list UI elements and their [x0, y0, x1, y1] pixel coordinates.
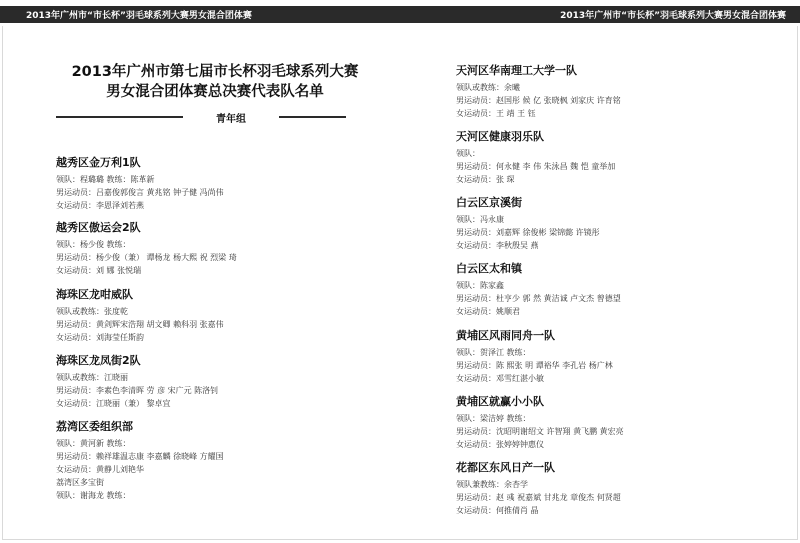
team-line: 领队：谢海龙 教练： [56, 491, 131, 500]
page-border-bottom [2, 539, 798, 540]
team-line: 领队或教练：张度乾 [56, 307, 128, 316]
page-border-left [2, 26, 3, 540]
team-line: 领队：贺泽江 教练： [456, 348, 531, 357]
team-line: 男运动员：李素色李清晖 劳 彦 宋广元 陈洛钊 [56, 386, 219, 395]
team-block [56, 418, 386, 502]
team-line: 女运动员：黄静儿刘艳华 [56, 465, 144, 474]
header-bar [0, 6, 800, 23]
team-block [56, 154, 386, 212]
team-line: 男运动员：赵国彤 候 亿 张晓枫 刘家庆 许育铭 [456, 96, 621, 105]
team-name: 海珠区龙咁威队 [56, 288, 133, 301]
team-name: 黄埔区风雨同舟一队 [456, 329, 555, 342]
team-block [456, 62, 786, 120]
team-line: 领队：冯永康 [456, 215, 504, 224]
team-block [456, 327, 786, 385]
group-divider [56, 112, 346, 125]
team-line: 领队： [456, 149, 480, 158]
team-line: 领队：梁洁婷 教练： [456, 414, 531, 423]
team-line: 男运动员：陈 熙张 明 谭裕华 李孔岩 杨广林 [456, 361, 613, 370]
team-line: 女运动员：张 琛 [456, 175, 515, 184]
team-name: 白云区太和镇 [456, 262, 522, 275]
team-block [456, 128, 786, 186]
team-name: 天河区健康羽乐队 [456, 130, 544, 143]
team-line: 领队：程璐璐 教练：陈革新 [56, 175, 155, 184]
team-line: 男运动员：刘嘉辉 徐俊彬 梁锦懿 许镜彤 [456, 228, 600, 237]
page-title-line2: 男女混合团体赛总决赛代表队名单 [106, 84, 324, 100]
team-name: 越秀区傲运会2队 [56, 221, 141, 234]
team-line: 男运动员：杜亨少 郭 然 黄洁诚 卢文杰 曾德望 [456, 294, 621, 303]
page-border-right [797, 26, 798, 540]
team-block [456, 393, 786, 451]
team-line: 男运动员：赖祥雄温志康 李嘉麟 徐晓峰 方耀国 [56, 452, 224, 461]
team-name: 越秀区金万利1队 [56, 156, 141, 169]
team-name: 天河区华南理工大学一队 [456, 64, 577, 77]
team-block [56, 286, 386, 344]
team-line: 女运动员：江晓丽（兼） 黎卓宜 [56, 399, 171, 408]
team-line: 领队：陈家鑫 [456, 281, 504, 290]
team-line: 男运动员：赵 彧 祝嘉斌 甘兆龙 章俊杰 何贤超 [456, 493, 621, 502]
team-name: 海珠区龙凤街2队 [56, 354, 141, 367]
team-line: 男运动员：何永健 李 伟 朱泳昌 魏 恺 童举加 [456, 162, 616, 171]
team-line: 女运动员：李恩泽刘若燕 [56, 201, 144, 210]
team-name: 荔湾区委组织部 [56, 420, 133, 433]
team-line: 女运动员：姚顺君 [456, 307, 520, 316]
team-line: 领队或教练：余曦 [456, 83, 520, 92]
team-line: 领队兼教练：余杏学 [456, 480, 528, 489]
header-right-text: 2013年广州市“市长杯”羽毛球系列大赛男女混合团体赛 [560, 11, 786, 21]
team-line: 女运动员：刘 娜 张悦瑞 [56, 266, 142, 275]
team-block [56, 219, 386, 277]
team-line: 女运动员：邓雪红湛小敏 [456, 374, 544, 383]
team-name: 花都区东风日产一队 [456, 461, 555, 474]
team-line: 荔湾区多宝街 [56, 478, 104, 487]
team-line: 领队或教练：江晓丽 [56, 373, 128, 382]
team-block [456, 194, 786, 252]
team-block [456, 260, 786, 318]
team-line: 男运动员：黄剑辉宋浩翔 胡文卿 赖科羽 张嘉伟 [56, 320, 224, 329]
team-line: 领队：杨少俊 教练： [56, 240, 131, 249]
team-name: 黄埔区就赢小小队 [456, 395, 544, 408]
team-line: 女运动员：李秋殷吴 燕 [456, 241, 539, 250]
team-block [56, 352, 386, 410]
team-name: 白云区京溪街 [456, 196, 522, 209]
team-line: 领队：黄河新 教练： [56, 439, 131, 448]
page-title-line1: 2013年广州市第七届市长杯羽毛球系列大赛 [71, 64, 359, 80]
team-line: 女运动员：刘海莹任斯韵 [56, 333, 144, 342]
team-line: 男运动员：沈昭明谢绍文 许智翔 黄飞鹏 黄宏亮 [456, 427, 624, 436]
header-left-text: 2013年广州市“市长杯”羽毛球系列大赛男女混合团体赛 [26, 11, 252, 21]
team-line: 女运动员：张婷婷钟惠仪 [456, 440, 544, 449]
team-line: 女运动员：王 靖 王 钰 [456, 109, 536, 118]
group-label: 青年组 [183, 110, 279, 125]
team-line: 男运动员：吕嘉俊郭俊言 黄兆铭 钟子健 冯尚伟 [56, 188, 224, 197]
team-line: 男运动员：杨少俊（兼） 谭杨龙 杨大熙 祝 烈梁 琦 [56, 253, 237, 262]
team-block [456, 459, 786, 517]
team-line: 女运动员：何推倩肖 晶 [456, 506, 539, 515]
